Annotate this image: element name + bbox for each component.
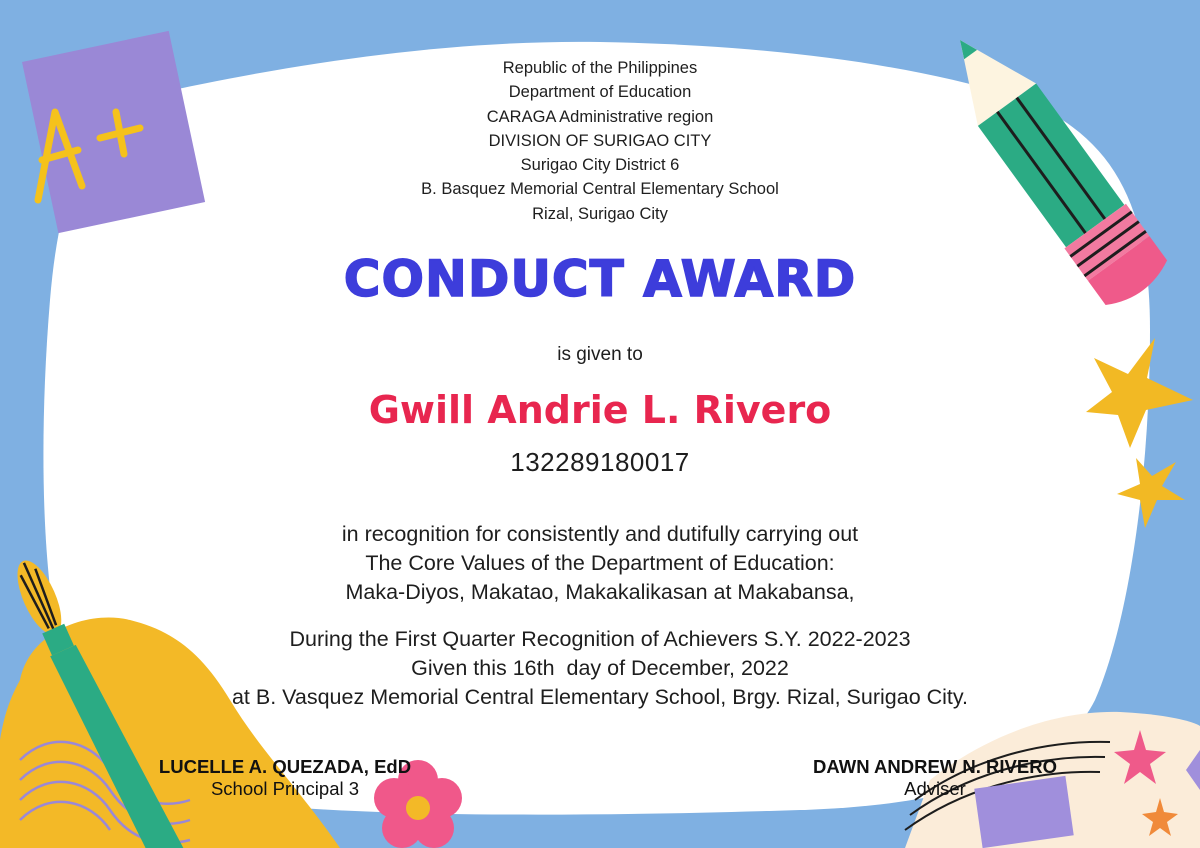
occasion-line: at B. Vasquez Memorial Central Elementary School, Brgy. Rizal, Surigao City. [231, 685, 969, 709]
recognition-line: in recognition for consistently and dutifully carrying out [341, 522, 859, 546]
recognition-text [0, 520, 1200, 607]
occasion-line: Given this 16th day of December, 2022 [411, 656, 789, 680]
header-line: B. Basquez Memorial Central Elementary School [421, 180, 779, 199]
adviser-role: Adviser [904, 778, 966, 799]
occasion-text [0, 625, 1200, 712]
adviser-signature-block [780, 756, 1090, 800]
adviser-name: DAWN ANDREW N. RIVERO [813, 756, 1057, 777]
recognition-line: Maka-Diyos, Makatao, Makakalikasan at Makabansa, [345, 580, 855, 604]
header-line: Surigao City District 6 [520, 156, 680, 175]
header-line: Rizal, Surigao City [532, 204, 668, 223]
header-line: CARAGA Administrative region [486, 107, 714, 126]
recognition-line: The Core Values of the Department of Education: [365, 551, 835, 575]
occasion-line: During the First Quarter Recognition of Achievers S.Y. 2022-2023 [289, 627, 911, 651]
award-title: CONDUCT AWARD [343, 250, 857, 308]
header-line: Department of Education [508, 83, 692, 102]
recipient-lrn: 132289180017 [510, 447, 690, 477]
principal-name: LUCELLE A. QUEZADA, EdD [158, 756, 412, 777]
given-to-text: is given to [557, 344, 643, 365]
recipient-name: Gwill Andrie L. Rivero [368, 388, 832, 432]
header-line: Republic of the Philippines [502, 59, 698, 77]
issuer-header [0, 56, 1200, 226]
header-line: DIVISION OF SURIGAO CITY [488, 131, 712, 150]
principal-signature-block [130, 756, 440, 800]
principal-role: School Principal 3 [210, 778, 360, 799]
